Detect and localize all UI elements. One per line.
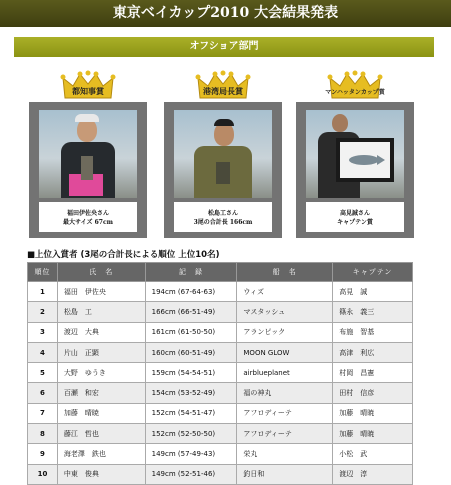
- name-cell: 中東 俊典: [57, 464, 145, 484]
- winner-name: 松島工さん: [207, 210, 238, 217]
- award-title: 港湾局長賞: [203, 86, 243, 96]
- column-header-boat: 船 名: [237, 263, 333, 282]
- boat-cell: アランピック: [237, 322, 333, 342]
- name-cell: 大野 ゆうき: [57, 363, 145, 383]
- record-cell: 166cm (66-51-49): [145, 302, 237, 322]
- boat-cell: マスタッシュ: [237, 302, 333, 322]
- table-row: [28, 424, 413, 444]
- rank-cell: 2: [28, 302, 58, 322]
- captain-cell: 高見 誠: [333, 282, 413, 302]
- rank-cell: 6: [28, 383, 58, 403]
- winner-detail: キャプテン賞: [337, 219, 373, 226]
- column-header-record: 記 録: [145, 263, 237, 282]
- captain-cell: 布施 智基: [333, 322, 413, 342]
- award-caption: [39, 202, 137, 232]
- table-row: [28, 403, 413, 423]
- record-cell: 152cm (54-51-47): [145, 403, 237, 423]
- winner-photo: [39, 110, 137, 198]
- rank-cell: 5: [28, 363, 58, 383]
- boat-cell: 福の神丸: [237, 383, 333, 403]
- record-cell: 160cm (60-51-49): [145, 342, 237, 362]
- award-photo-frame: [164, 102, 282, 238]
- section-title: オフショア部門: [14, 37, 434, 57]
- record-cell: 149cm (57-49-43): [145, 444, 237, 464]
- award-title: 都知事賞: [72, 86, 104, 96]
- name-cell: 片山 正顕: [57, 342, 145, 362]
- rank-cell: 9: [28, 444, 58, 464]
- table-row: [28, 383, 413, 403]
- table-row: [28, 444, 413, 464]
- table-row: [28, 342, 413, 362]
- award-title: マンハッタンカップ賞: [325, 89, 385, 96]
- table-row: [28, 282, 413, 302]
- rank-cell: 10: [28, 464, 58, 484]
- rank-cell: 4: [28, 342, 58, 362]
- fish-picture-frame: [336, 138, 394, 182]
- rank-cell: 7: [28, 403, 58, 423]
- ranking-heading: ■上位入賞者 (3尾の合計長による順位 上位10名): [27, 250, 220, 260]
- table-row: [28, 363, 413, 383]
- award-photo-frame: [29, 102, 147, 238]
- captain-cell: 村岡 昌憲: [333, 363, 413, 383]
- name-cell: 加藤 晴暁: [57, 403, 145, 423]
- table-header-row: [28, 263, 413, 282]
- captain-cell: 篠永 義三: [333, 302, 413, 322]
- captain-cell: 高津 利広: [333, 342, 413, 362]
- record-cell: 154cm (53-52-49): [145, 383, 237, 403]
- name-cell: 藤江 哲也: [57, 424, 145, 444]
- boat-cell: ウィズ: [237, 282, 333, 302]
- name-cell: 百瀬 和宏: [57, 383, 145, 403]
- captain-cell: 加藤 晴暁: [333, 403, 413, 423]
- table-row: [28, 302, 413, 322]
- page-header: 東京ベイカップ2010 大会結果発表: [0, 0, 451, 27]
- crown-icon: [296, 70, 414, 102]
- winner-photo: [174, 110, 272, 198]
- captain-cell: 加藤 晴暁: [333, 424, 413, 444]
- table-row: [28, 464, 413, 484]
- record-cell: 159cm (54-54-51): [145, 363, 237, 383]
- winner-name: 福田伊佐央さん: [66, 210, 109, 217]
- name-cell: 海老澤 鉄也: [57, 444, 145, 464]
- captain-cell: 田村 信彦: [333, 383, 413, 403]
- captain-cell: 渡辺 淳: [333, 464, 413, 484]
- award-caption: [174, 202, 272, 232]
- record-cell: 194cm (67-64-63): [145, 282, 237, 302]
- award-photo-frame: [296, 102, 414, 238]
- award-caption: [306, 202, 404, 232]
- boat-cell: MOON GLOW: [237, 342, 333, 362]
- captain-cell: 小松 武: [333, 444, 413, 464]
- column-header-rank: 順位: [28, 263, 58, 282]
- name-cell: 渡辺 大典: [57, 322, 145, 342]
- boat-cell: 釣日和: [237, 464, 333, 484]
- name-cell: 福田 伊佐央: [57, 282, 145, 302]
- table-row: [28, 322, 413, 342]
- rank-cell: 1: [28, 282, 58, 302]
- boat-cell: 栄丸: [237, 444, 333, 464]
- boat-cell: アフロディーテ: [237, 403, 333, 423]
- winner-detail: 最大サイズ 67cm: [63, 219, 113, 226]
- winner-photo: [306, 110, 404, 198]
- record-cell: 161cm (61-50-50): [145, 322, 237, 342]
- record-cell: 152cm (52-50-50): [145, 424, 237, 444]
- column-header-captain: キャプテン: [333, 263, 413, 282]
- record-cell: 149cm (52-51-46): [145, 464, 237, 484]
- ranking-table: [27, 262, 413, 485]
- boat-cell: アフロディーテ: [237, 424, 333, 444]
- winner-detail: 3尾の合計長 166cm: [193, 219, 253, 226]
- boat-cell: airblueplanet: [237, 363, 333, 383]
- rank-cell: 8: [28, 424, 58, 444]
- rank-cell: 3: [28, 322, 58, 342]
- winner-name: 高見誠さん: [339, 210, 370, 217]
- name-cell: 松島 工: [57, 302, 145, 322]
- column-header-name: 氏 名: [57, 263, 145, 282]
